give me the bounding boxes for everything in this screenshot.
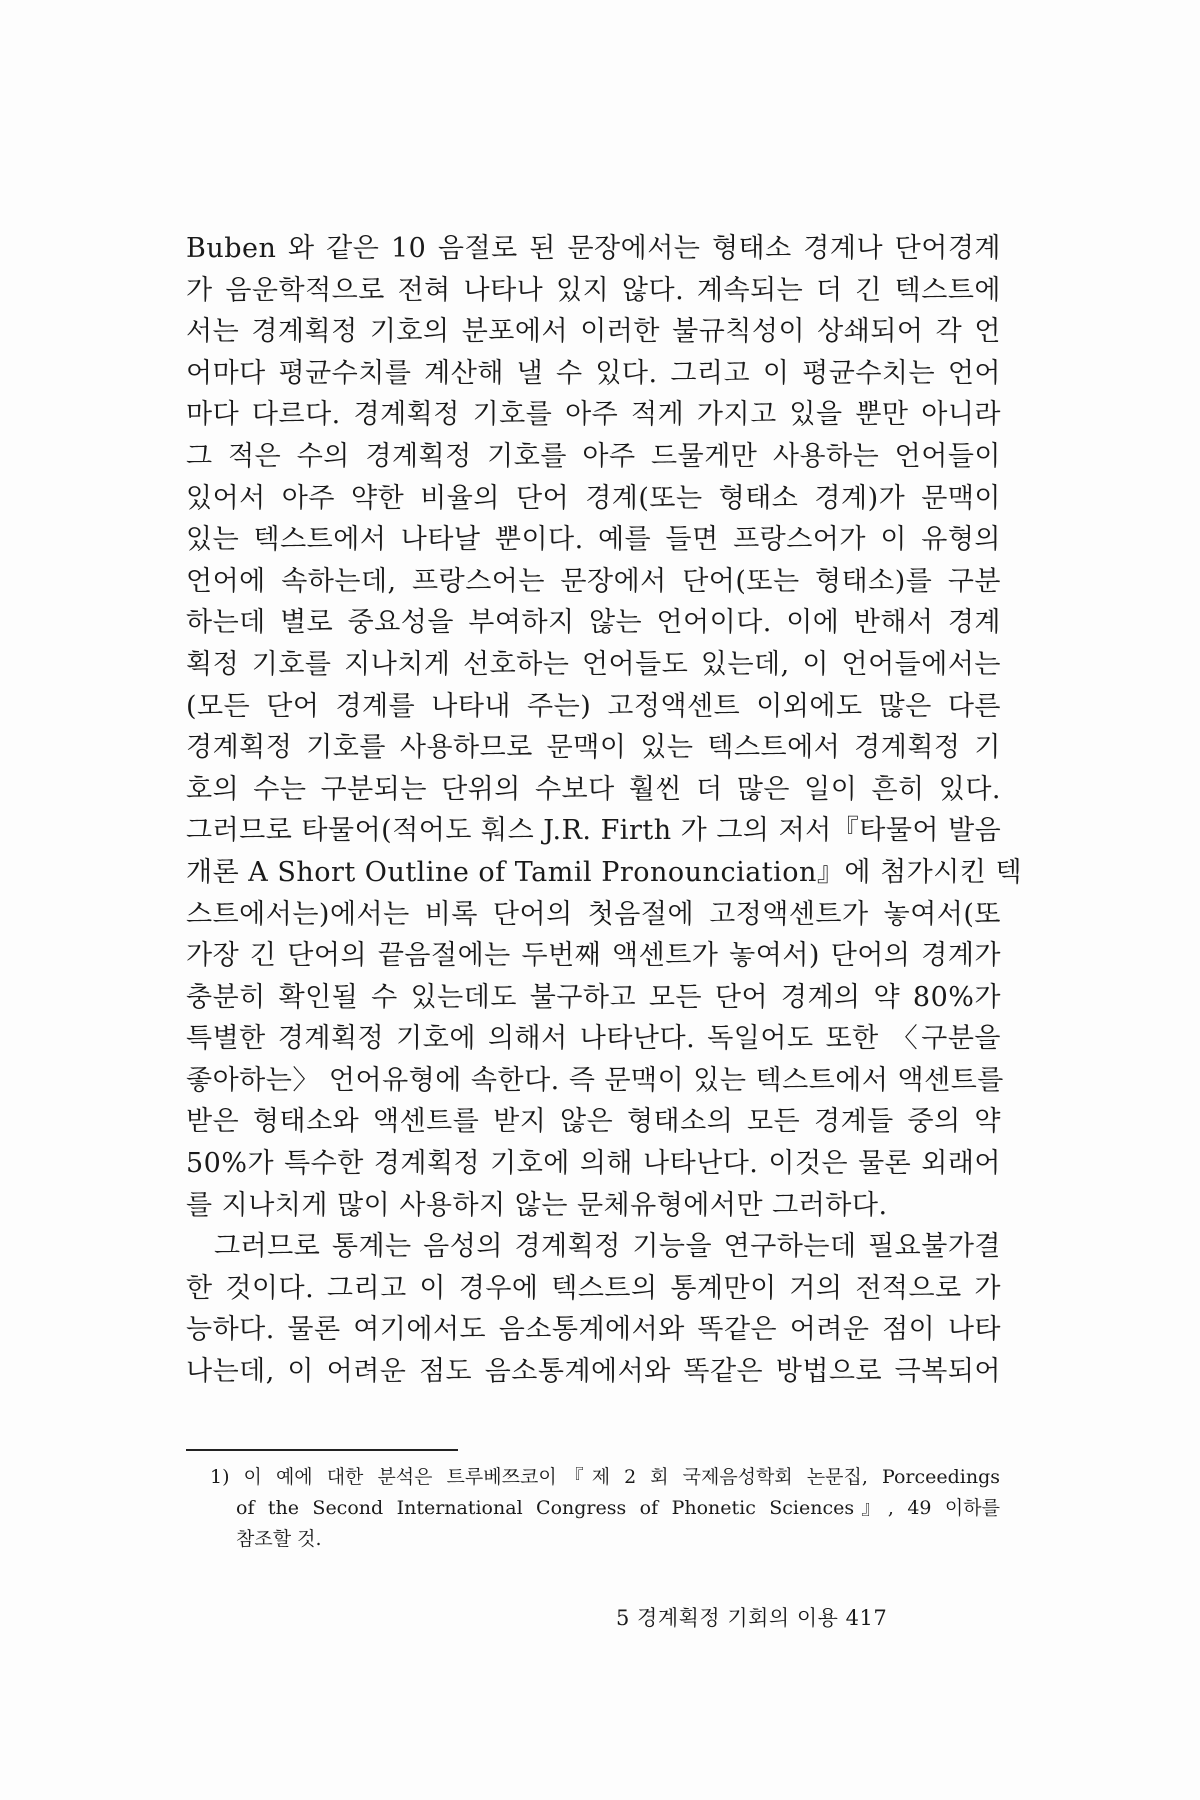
body-line-paragraph-start: 그러므로 통계는 음성의 경계획정 기능을 연구하는데 필요불가결 (214, 1231, 1001, 1263)
footnote-line: 1) 이 예에 대한 분석은 트루베쯔코이『제 2 회 국제음성학회 논문집, Porceedings (210, 1466, 1000, 1488)
body-line: 50%가 특수한 경계획정 기호에 의해 나타난다. 이것은 물론 외래어 (186, 1148, 1001, 1180)
body-line: 획정 기호를 지나치게 선호하는 언어들도 있는데, 이 언어들에서는 (186, 648, 1001, 680)
body-line: 언어에 속하는데, 프랑스어는 문장에서 단어(또는 형태소)를 구분 (186, 565, 1001, 597)
body-line: 마다 다르다. 경계획정 기호를 아주 적게 가지고 있을 뿐만 아니라 (186, 399, 1001, 431)
body-line: 능하다. 물론 여기에서도 음소통계에서와 똑같은 어려운 점이 나타 (186, 1314, 1001, 1346)
body-text (186, 228, 1023, 1393)
body-line: 그 적은 수의 경계획정 기호를 아주 드물게만 사용하는 언어들이 (186, 440, 1001, 472)
body-line: 좋아하는〉 언어유형에 속한다. 즉 문맥이 있는 텍스트에서 액센트를 (186, 1064, 1004, 1096)
body-line-paragraph-end: 를 지나치게 많이 사용하지 않는 문체유형에서만 그러하다. (186, 1189, 888, 1221)
body-line: (모든 단어 경계를 나타내 주는) 고정액센트 이외에도 많은 다른 (186, 690, 1001, 722)
body-line: 한 것이다. 그리고 이 경우에 텍스트의 통계만이 거의 전적으로 가 (186, 1272, 1001, 1304)
footnote-divider (186, 1449, 458, 1451)
body-line: 가장 긴 단어의 끝음절에는 두번째 액센트가 놓여서) 단어의 경계가 (186, 940, 1001, 972)
body-line: 나는데, 이 어려운 점도 음소통계에서와 똑같은 방법으로 극복되어 (186, 1356, 1001, 1388)
footnote (210, 1462, 1000, 1555)
footnote-line: 참조할 것. (236, 1528, 322, 1550)
body-line: 충분히 확인될 수 있는데도 불구하고 모든 단어 경계의 약 80%가 (186, 981, 1001, 1013)
body-line: Buben 와 같은 10 음절로 된 문장에서는 형태소 경계나 단어경계 (186, 233, 1001, 264)
body-line: 하는데 별로 중요성을 부여하지 않는 언어이다. 이에 반해서 경계 (186, 607, 1001, 639)
running-footer: 5 경계획정 기회의 이용 417 (616, 1606, 888, 1630)
body-line: 호의 수는 구분되는 단위의 수보다 훨씬 더 많은 일이 흔히 있다. (186, 773, 1001, 805)
body-line: 있어서 아주 약한 비율의 단어 경계(또는 형태소 경계)가 문맥이 (186, 482, 1001, 514)
body-line: 받은 형태소와 액센트를 받지 않은 형태소의 모든 경계들 중의 약 (186, 1106, 1001, 1138)
body-line: 어마다 평균수치를 계산해 낼 수 있다. 그리고 이 평균수치는 언어 (186, 357, 1001, 389)
body-line: 특별한 경계획정 기호에 의해서 나타난다. 독일어도 또한 〈구분을 (186, 1023, 1001, 1055)
body-line: 가 음운학적으로 전혀 나타나 있지 않다. 계속되는 더 긴 텍스트에 (186, 274, 1001, 306)
body-line: 스트에서는)에서는 비록 단어의 첫음절에 고정액센트가 놓여서(또 (186, 898, 1001, 930)
footnote-line: of the Second International Congress of Phonetic Sciences』, 49 이하를 (236, 1497, 1000, 1519)
body-line: 그러므로 타물어(적어도 훠스 J.R. Firth 가 그의 저서『타물어 발음 (186, 815, 1002, 847)
body-line: 있는 텍스트에서 나타날 뿐이다. 예를 들면 프랑스어가 이 유형의 (186, 524, 1001, 556)
body-line: 개론 A Short Outline of Tamil Pronounciation』에 첨가시킨 텍 (186, 856, 1023, 888)
body-line: 경계획정 기호를 사용하므로 문맥이 있는 텍스트에서 경계획정 기 (186, 732, 1001, 764)
body-line: 서는 경계획정 기호의 분포에서 이러한 불규칙성이 상쇄되어 각 언 (186, 316, 1001, 348)
